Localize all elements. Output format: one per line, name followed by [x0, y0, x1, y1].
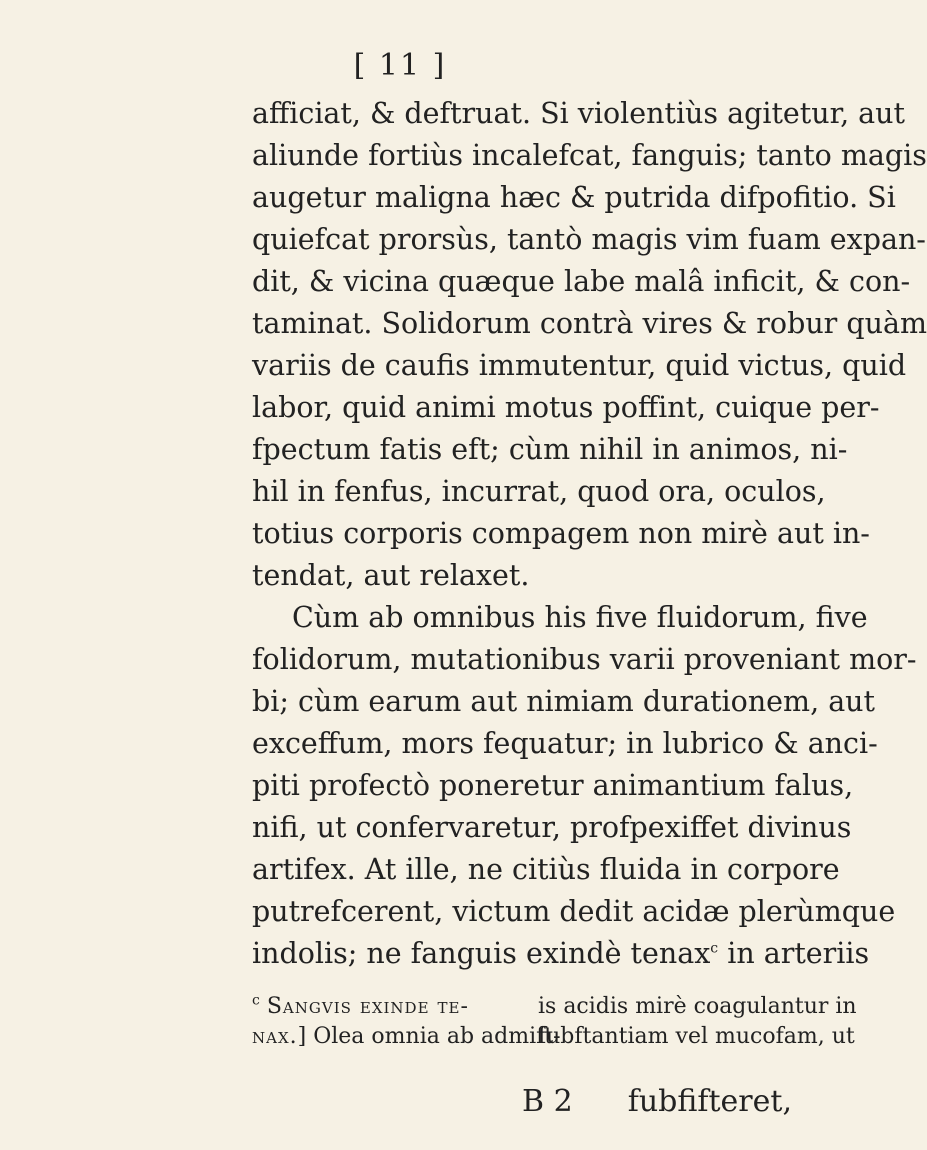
text-line: putrefcerent, victum dedit acidæ plerùmque — [252, 895, 896, 928]
footnote-reference: c — [710, 940, 719, 957]
text-line: exceffum, mors fequatur; in lubrico & anci- — [252, 727, 878, 760]
text-line: quiefcat prorsùs, tantò magis vim fuam expan- — [252, 223, 926, 256]
footnote-lemma-line — [252, 992, 528, 1022]
footnote-marker: c — [252, 992, 260, 1009]
footnote-text-line: fubftantiam vel mucofam, ut — [538, 1024, 855, 1049]
text-line: hil in fenfus, incurrat, quod ora, oculos, — [252, 475, 826, 508]
text-line: augetur maligna hæc & putrida difpofitio. Si — [252, 181, 896, 214]
text-line: aliunde fortiùs incalefcat, fanguis; tanto magis — [252, 139, 927, 172]
text-line: nifi, ut confervaretur, profpexiffet divinus — [252, 811, 852, 844]
text-line: fpectum fatis eft; cùm nihil in animos, ni- — [252, 433, 848, 466]
text-line: piti profectò poneretur animantium falus, — [252, 769, 854, 802]
text-line: taminat. Solidorum contrà vires & robur quàm — [252, 307, 927, 340]
footnote-text-line — [252, 1022, 561, 1052]
text-line-paragraph-end: tendat, aut relaxet. — [252, 559, 530, 592]
footnote-text: ] Olea omnia ab admift- — [297, 1024, 561, 1049]
text-line: bi; cùm earum aut nimiam durationem, aut — [252, 685, 875, 718]
text-segment: in arteriis — [727, 937, 870, 970]
text-line: totius corporis compagem non mirè aut in- — [252, 517, 870, 550]
text-line: variis de caufis immutentur, quid victus, quid — [252, 349, 907, 382]
catchword: fubfifteret, — [627, 1084, 792, 1119]
footnote-text-line: is acidis mirè coagulantur in — [538, 994, 857, 1019]
text-line-paragraph-start: Cùm ab omnibus his five fluidorum, five — [292, 601, 868, 634]
text-line-with-footnote-ref — [252, 934, 870, 974]
text-line: afficiat, & deftruat. Si violentiùs agitetur, aut — [252, 97, 905, 130]
text-line: labor, quid animi motus poffint, cuique per- — [252, 391, 880, 424]
text-line: dit, & vicina quæque labe malâ inficit, & con- — [252, 265, 911, 298]
text-line: folidorum, mutationibus varii proveniant mor- — [252, 643, 917, 676]
text-line: artifex. At ille, ne citiùs fluida in corpore — [252, 853, 840, 886]
footnote-lemma: nax. — [252, 1024, 298, 1049]
page-number: [ 11 ] — [353, 48, 447, 83]
text-segment: indolis; ne fanguis exindè tenax — [252, 937, 711, 970]
signature-mark: B 2 — [522, 1084, 573, 1119]
footnote-lemma: Sangvis exinde te- — [266, 994, 469, 1019]
